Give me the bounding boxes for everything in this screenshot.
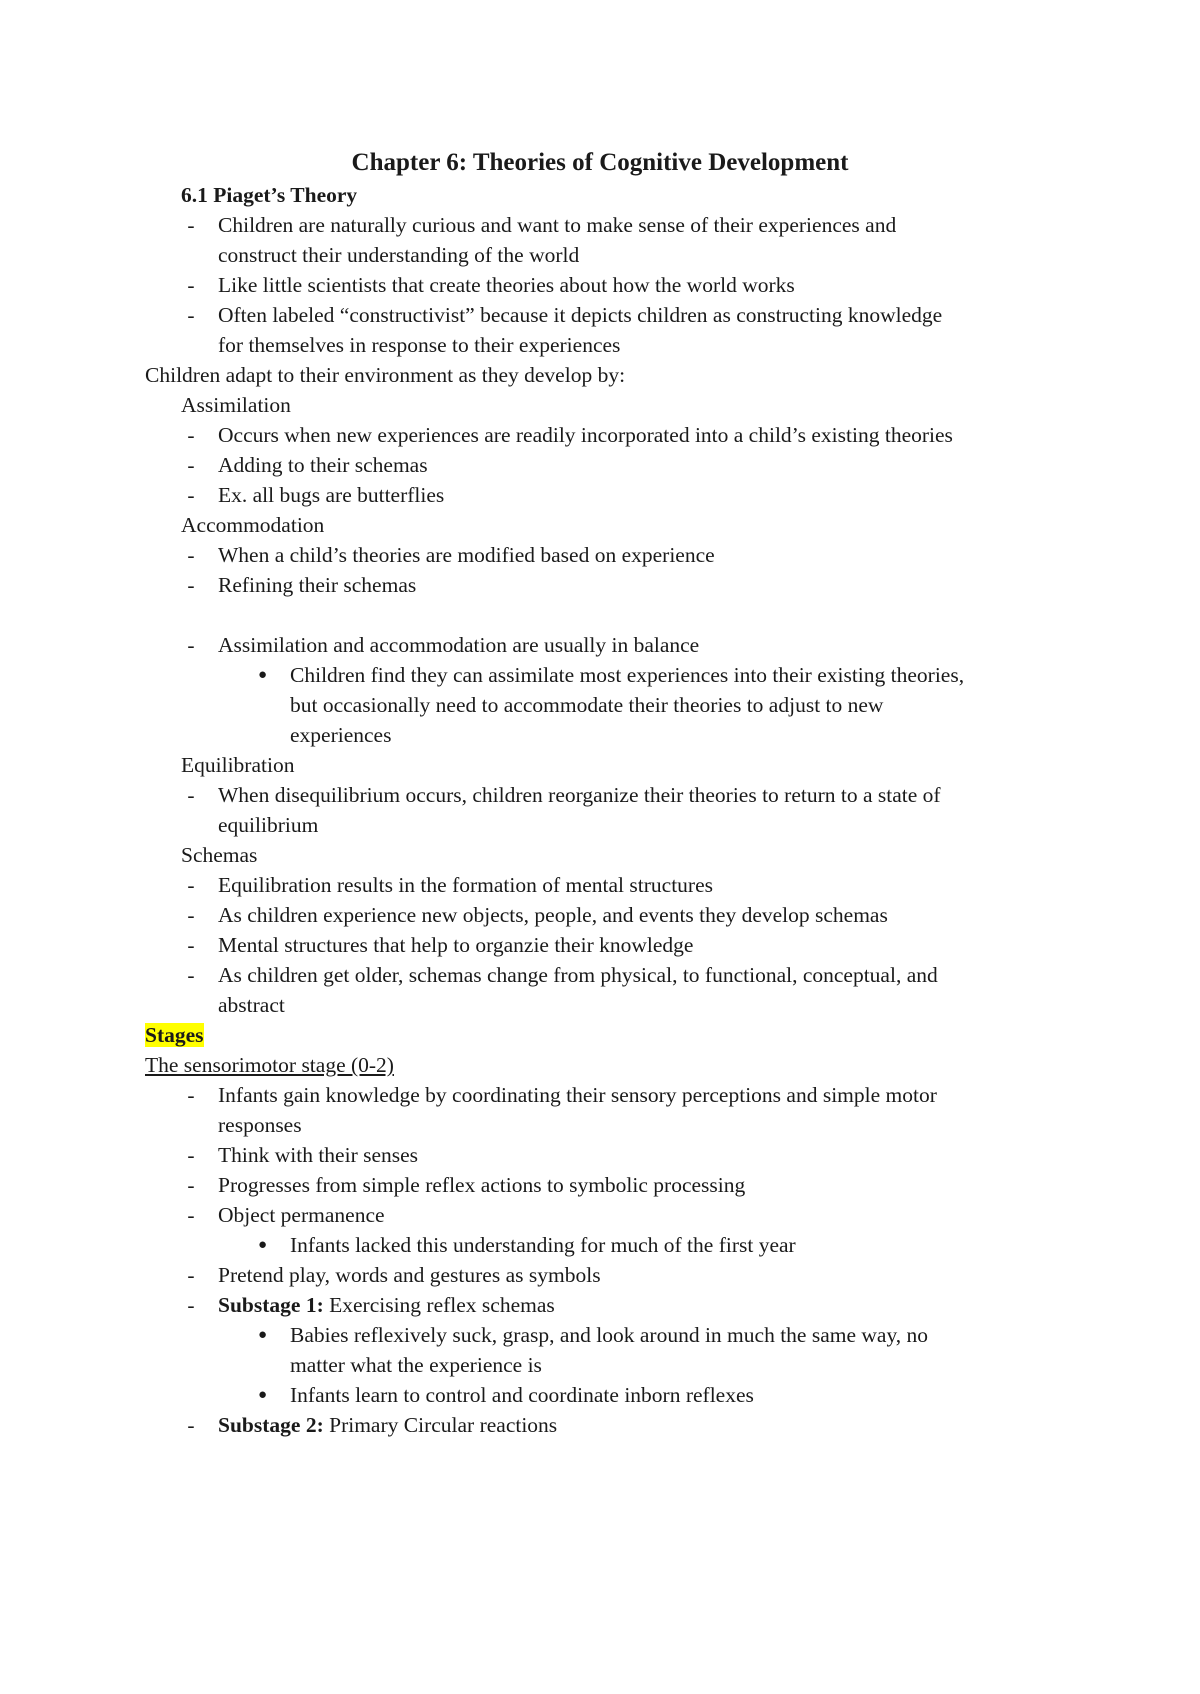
substage-2 [218, 1410, 557, 1440]
list-item-text: Object permanence [218, 1203, 385, 1227]
dash-marker: - [187, 213, 195, 237]
subheading-accommodation: Accommodation [181, 513, 325, 537]
stages-heading [145, 1020, 204, 1050]
list-item-continuation: responses [218, 1113, 302, 1137]
list-item-text: Like little scientists that create theories about how the world works [218, 273, 795, 297]
list-item-text: Often labeled “constructivist” because it depicts children as constructing knowledge [218, 303, 943, 327]
dash-marker: - [187, 1263, 195, 1287]
highlighted-heading: Stages [145, 1023, 204, 1047]
substage-1 [218, 1290, 555, 1320]
list-item-text: As children get older, schemas change from physical, to functional, conceptual, and [218, 963, 938, 987]
subheading-schemas: Schemas [181, 843, 258, 867]
sub-bullet-continuation: experiences [290, 723, 392, 747]
sensorimotor-heading: The sensorimotor stage (0-2) [145, 1053, 394, 1077]
substage-label: Substage 1: [218, 1293, 324, 1317]
list-item-text: Infants gain knowledge by coordinating their sensory perceptions and simple motor [218, 1083, 937, 1107]
list-item-text: Think with their senses [218, 1143, 419, 1167]
list-item-text: Progresses from simple reflex actions to symbolic processing [218, 1173, 746, 1197]
bullet-marker: ● [258, 1387, 268, 1403]
list-item-text: Assimilation and accommodation are usually in balance [218, 633, 700, 657]
sub-bullet-text: Children find they can assimilate most experiences into their existing theories, [290, 663, 965, 687]
dash-marker: - [187, 783, 195, 807]
bullet-marker: ● [258, 667, 268, 683]
dash-marker: - [187, 423, 195, 447]
list-item-text: Occurs when new experiences are readily incorporated into a child’s existing theories [218, 423, 953, 447]
dash-marker: - [187, 453, 195, 477]
dash-marker: - [187, 1203, 195, 1227]
dash-marker: - [187, 1293, 195, 1317]
list-item-continuation: for themselves in response to their experiences [218, 333, 621, 357]
bullet-marker: ● [258, 1237, 268, 1253]
list-item-text: Equilibration results in the formation of mental structures [218, 873, 713, 897]
dash-marker: - [187, 903, 195, 927]
list-item-text: As children experience new objects, people, and events they develop schemas [218, 903, 888, 927]
dash-marker: - [187, 1173, 195, 1197]
dash-marker: - [187, 573, 195, 597]
dash-marker: - [187, 933, 195, 957]
sub-bullet-continuation: matter what the experience is [290, 1353, 542, 1377]
dash-marker: - [187, 273, 195, 297]
substage-text: Exercising reflex schemas [323, 1293, 555, 1317]
list-item-text: Refining their schemas [218, 573, 417, 597]
sub-bullet-text: Infants lacked this understanding for much of the first year [290, 1233, 796, 1257]
dash-marker: - [187, 1413, 195, 1437]
dash-marker: - [187, 1083, 195, 1107]
section-heading: 6.1 Piaget’s Theory [181, 183, 358, 207]
subheading-equilibration: Equilibration [181, 753, 295, 777]
list-item-text: When disequilibrium occurs, children reorganize their theories to return to a state of [218, 783, 941, 807]
dash-marker: - [187, 543, 195, 567]
list-item-text: Pretend play, words and gestures as symbols [218, 1263, 601, 1287]
list-item-continuation: abstract [218, 993, 285, 1017]
dash-marker: - [187, 963, 195, 987]
list-item-text: Mental structures that help to organzie their knowledge [218, 933, 694, 957]
list-item-continuation: construct their understanding of the world [218, 243, 580, 267]
list-item-text: Adding to their schemas [218, 453, 428, 477]
list-item-text: When a child’s theories are modified based on experience [218, 543, 715, 567]
sub-bullet-continuation: but occasionally need to accommodate their theories to adjust to new [290, 693, 884, 717]
sub-bullet-text: Babies reflexively suck, grasp, and look around in much the same way, no [290, 1323, 929, 1347]
dash-marker: - [187, 303, 195, 327]
page-title: Chapter 6: Theories of Cognitive Development [351, 149, 849, 176]
substage-label: Substage 2: [218, 1413, 324, 1437]
list-item-text: Ex. all bugs are butterflies [218, 483, 445, 507]
substage-text: Primary Circular reactions [323, 1413, 558, 1437]
dash-marker: - [187, 633, 195, 657]
list-item-text: Children are naturally curious and want to make sense of their experiences and [218, 213, 897, 237]
subheading-assimilation: Assimilation [181, 393, 291, 417]
list-item-continuation: equilibrium [218, 813, 319, 837]
dash-marker: - [187, 483, 195, 507]
dash-marker: - [187, 1143, 195, 1167]
sub-bullet-text: Infants learn to control and coordinate inborn reflexes [290, 1383, 754, 1407]
dash-marker: - [187, 873, 195, 897]
bullet-marker: ● [258, 1327, 268, 1343]
paragraph: Children adapt to their environment as they develop by: [145, 363, 626, 387]
